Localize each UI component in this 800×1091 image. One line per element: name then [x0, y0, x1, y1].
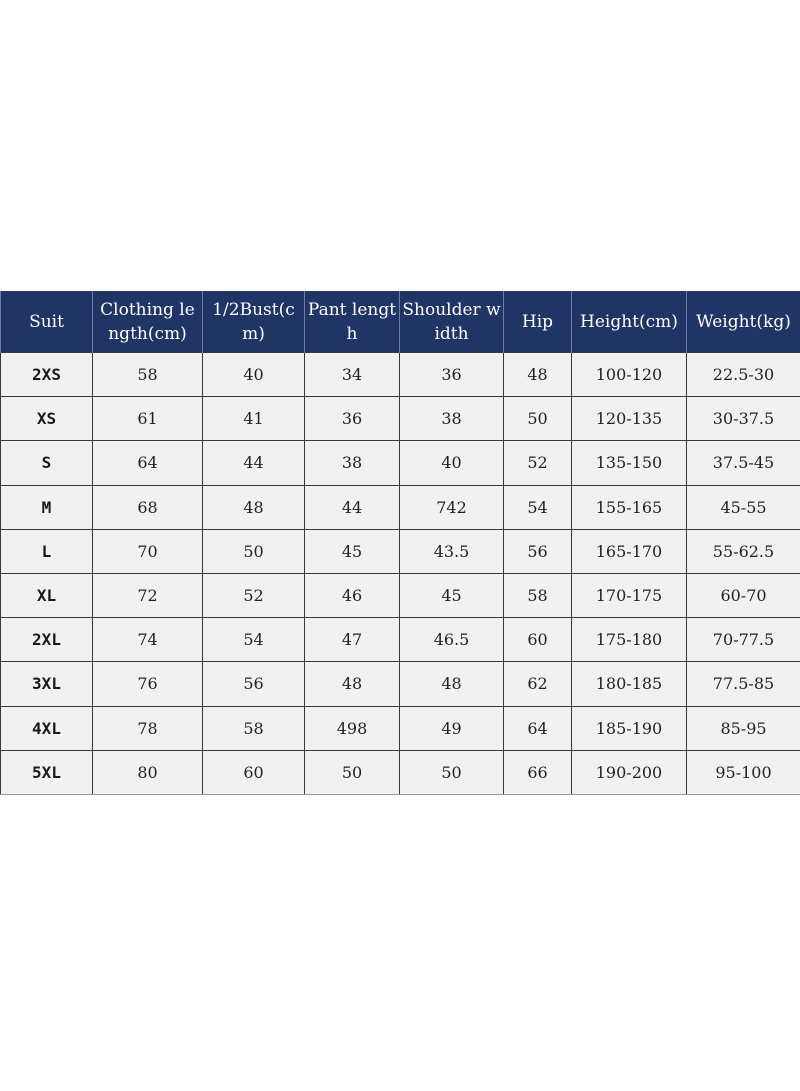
header-height: Height(cm)	[572, 291, 687, 353]
table-row	[1, 397, 800, 441]
shoulder-width-cell: 50	[400, 750, 504, 794]
half-bust-cell: 44	[203, 441, 305, 485]
hip-cell: 62	[504, 662, 572, 706]
hip-cell: 64	[504, 706, 572, 750]
header-row	[1, 291, 800, 353]
pant-length-cell: 50	[305, 750, 400, 794]
clothing-length-cell: 74	[93, 618, 203, 662]
size-cell: XS	[1, 397, 93, 441]
height-cell: 180-185	[572, 662, 687, 706]
header-hip: Hip	[504, 291, 572, 353]
size-cell: 4XL	[1, 706, 93, 750]
shoulder-width-cell: 36	[400, 353, 504, 397]
height-cell: 190-200	[572, 750, 687, 794]
half-bust-cell: 60	[203, 750, 305, 794]
weight-cell: 30-37.5	[687, 397, 800, 441]
clothing-length-cell: 68	[93, 485, 203, 529]
clothing-length-cell: 70	[93, 529, 203, 573]
clothing-length-cell: 61	[93, 397, 203, 441]
hip-cell: 58	[504, 573, 572, 617]
header-suit: Suit	[1, 291, 93, 353]
weight-cell: 70-77.5	[687, 618, 800, 662]
table-row	[1, 441, 800, 485]
height-cell: 165-170	[572, 529, 687, 573]
table-row	[1, 353, 800, 397]
pant-length-cell: 46	[305, 573, 400, 617]
size-rows	[1, 353, 800, 795]
half-bust-cell: 54	[203, 618, 305, 662]
clothing-length-cell: 58	[93, 353, 203, 397]
hip-cell: 66	[504, 750, 572, 794]
pant-length-cell: 498	[305, 706, 400, 750]
hip-cell: 60	[504, 618, 572, 662]
shoulder-width-cell: 48	[400, 662, 504, 706]
height-cell: 135-150	[572, 441, 687, 485]
half-bust-cell: 41	[203, 397, 305, 441]
height-cell: 175-180	[572, 618, 687, 662]
size-cell: 5XL	[1, 750, 93, 794]
half-bust-cell: 56	[203, 662, 305, 706]
header-clothing-length: Clothing length(cm)	[93, 291, 203, 353]
clothing-length-cell: 64	[93, 441, 203, 485]
weight-cell: 95-100	[687, 750, 800, 794]
shoulder-width-cell: 742	[400, 485, 504, 529]
hip-cell: 50	[504, 397, 572, 441]
header-weight: Weight(kg)	[687, 291, 800, 353]
clothing-length-cell: 72	[93, 573, 203, 617]
hip-cell: 56	[504, 529, 572, 573]
shoulder-width-cell: 46.5	[400, 618, 504, 662]
weight-cell: 60-70	[687, 573, 800, 617]
hip-cell: 52	[504, 441, 572, 485]
half-bust-cell: 50	[203, 529, 305, 573]
half-bust-cell: 48	[203, 485, 305, 529]
shoulder-width-cell: 43.5	[400, 529, 504, 573]
header-shoulder-width: Shoulder width	[400, 291, 504, 353]
half-bust-cell: 40	[203, 353, 305, 397]
half-bust-cell: 52	[203, 573, 305, 617]
weight-cell: 45-55	[687, 485, 800, 529]
pant-length-cell: 38	[305, 441, 400, 485]
shoulder-width-cell: 40	[400, 441, 504, 485]
weight-cell: 22.5-30	[687, 353, 800, 397]
pant-length-cell: 45	[305, 529, 400, 573]
size-chart-table	[0, 291, 800, 795]
height-cell: 100-120	[572, 353, 687, 397]
clothing-length-cell: 78	[93, 706, 203, 750]
pant-length-cell: 48	[305, 662, 400, 706]
size-cell: S	[1, 441, 93, 485]
header-half-bust: 1/2Bust(cm)	[203, 291, 305, 353]
table-row	[1, 529, 800, 573]
height-cell: 155-165	[572, 485, 687, 529]
size-cell: 3XL	[1, 662, 93, 706]
shoulder-width-cell: 45	[400, 573, 504, 617]
header-pant-length: Pant length	[305, 291, 400, 353]
table-row	[1, 706, 800, 750]
weight-cell: 77.5-85	[687, 662, 800, 706]
size-cell: 2XL	[1, 618, 93, 662]
weight-cell: 85-95	[687, 706, 800, 750]
clothing-length-cell: 76	[93, 662, 203, 706]
clothing-length-cell: 80	[93, 750, 203, 794]
height-cell: 185-190	[572, 706, 687, 750]
weight-cell: 37.5-45	[687, 441, 800, 485]
size-cell: L	[1, 529, 93, 573]
table-row	[1, 573, 800, 617]
height-cell: 170-175	[572, 573, 687, 617]
table-row	[1, 662, 800, 706]
table-row	[1, 750, 800, 794]
table-row	[1, 618, 800, 662]
height-cell: 120-135	[572, 397, 687, 441]
pant-length-cell: 44	[305, 485, 400, 529]
size-cell: M	[1, 485, 93, 529]
shoulder-width-cell: 38	[400, 397, 504, 441]
hip-cell: 48	[504, 353, 572, 397]
half-bust-cell: 58	[203, 706, 305, 750]
table-row	[1, 485, 800, 529]
size-cell: XL	[1, 573, 93, 617]
weight-cell: 55-62.5	[687, 529, 800, 573]
pant-length-cell: 47	[305, 618, 400, 662]
shoulder-width-cell: 49	[400, 706, 504, 750]
size-cell: 2XS	[1, 353, 93, 397]
hip-cell: 54	[504, 485, 572, 529]
pant-length-cell: 36	[305, 397, 400, 441]
pant-length-cell: 34	[305, 353, 400, 397]
